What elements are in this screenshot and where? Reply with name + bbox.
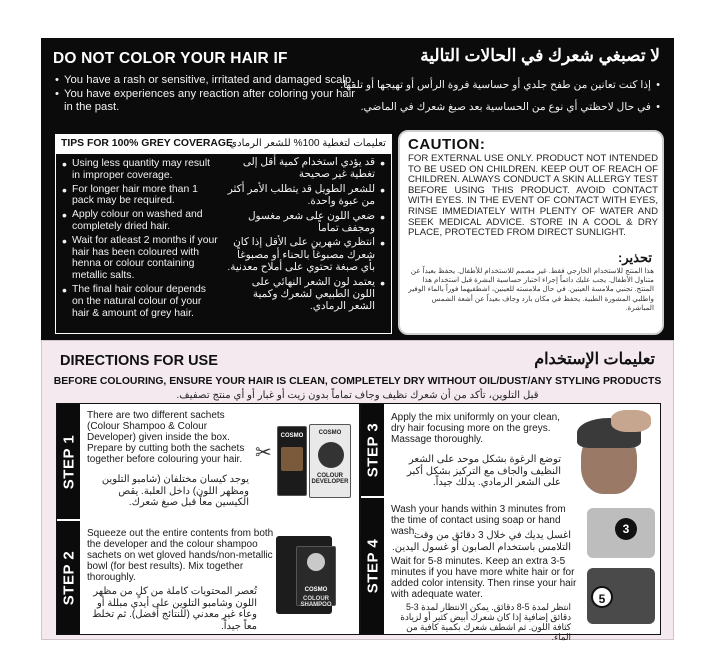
caution-box (398, 130, 664, 335)
tip-item-arabic: • ضعي اللون على شعر مغسول ومجفف تماماً (227, 211, 385, 236)
timer-5-icon: 5 (591, 586, 613, 608)
caution-text-arabic: هذا المنتج للاستخدام الخارجي فقط. غير مصمم للاستخدام للأطفال. يحفظ بعيداً عن متناول الأطفال. يجب عليك دائماً إجراء اختبار حساسية البشرة قبل استخدام هذا المنتج. تجنبي ملامسة العينين. في حال ملامسته للعينين، اشطفيهما فوراً بالماء الوفير واطلبي المشورة الطبية. يحفظ في مكان بارد وجاف بعيداً عن أشعة الشمس المباشرة. (408, 266, 654, 312)
caution-title-arabic: تحذير: (618, 250, 652, 265)
tip-item: • For longer hair more than 1 pack may be required. (62, 184, 220, 208)
squeezed-sachet-label: COLOUR SHAMPOO (300, 596, 332, 608)
sachet-photo (318, 442, 344, 468)
shampoo-sachet (309, 424, 351, 498)
step-2-label: STEP 2 (60, 550, 77, 605)
tip-item-arabic: • قد يؤدي استخدام كمية أقل إلى تغطية غير صحيحة (227, 157, 385, 182)
tip-item: • The final hair colour depends on the natural colour of your hair & amount of grey hair. (62, 284, 220, 319)
timer-3-icon: 3 (615, 518, 637, 540)
caution-title: CAUTION: (408, 136, 486, 153)
tip-item-arabic: • يعتمد لون الشعر النهائي على اللون الطبيعي لشعرك وكمية الشعر الرمادي. (227, 277, 385, 314)
warning-item: • You have a rash or sensitive, irritated and damaged scalp. (55, 74, 355, 87)
man-illustration (571, 408, 657, 500)
shampoo-sachet-brand: COSMO (318, 430, 342, 436)
warning-item: • You have experiences any reaction after coloring your hair in the past. (55, 88, 355, 114)
grey-coverage-tips-box (55, 134, 392, 334)
warning-item-arabic: • إذا كنت تعانين من طفح جلدي أو حساسية فروة الرأس أو تهيجها أو تلفها. (375, 74, 660, 96)
step-3-label: STEP 3 (364, 422, 381, 478)
step-4-text: Wash your hands within 3 minutes from the time of contact using soap or hand wash. (391, 504, 566, 537)
tip-item: • Using less quantity may result in improper coverage. (62, 158, 220, 182)
warning-title-arabic: لا تصبغي شعرك في الحالات التالية (420, 46, 660, 65)
step-2-text-arabic: تُعصر المحتويات كاملة من كلٍ من مظهر اللون وشامبو التلوين على أيدي مبللة أو وعاء غير معدني (للنتائج أفضل). ثم تخلط معاً جيداً. (92, 586, 257, 632)
tips-list-arabic (227, 157, 385, 316)
before-colouring-note: BEFORE COLOURING, ENSURE YOUR HAIR IS CLEAN, COMPLETELY DRY WITHOUT OIL/DUST/ANY STYLING PRODUCTS (53, 376, 662, 387)
developer-sachet (277, 426, 307, 496)
step-1-text: There are two different sachets (Colour Shampoo & Colour Developer) given inside the box. Prepare by cutting both the sachets together before colouring your hair. (87, 410, 245, 465)
sachet-photo (281, 447, 303, 471)
tips-header (56, 135, 391, 154)
step-3-bar (361, 404, 384, 496)
tips-title: TIPS FOR 100% GREY COVERAGE (61, 138, 233, 149)
step-3-text-arabic: توضع الرغوة بشكل موحد على الشعر النظيف والجاف مع التركيز بشكل أكبر على الشعر الرمادي. يدلك جيداً. (406, 454, 561, 488)
sachet-illustration (255, 422, 355, 504)
tip-item-arabic: • للشعر الطويل قد يتطلب الأمر أكثر من عبوة واحدة. (227, 184, 385, 209)
directions-panel (41, 340, 674, 640)
step-4-wait-text-arabic: انتظر لمدة 5-8 دقائق. يمكن الانتظار لمدة 3-5 دقائق إضافية إذا كان شعرك أبيض كثير أو لزيادة كثافة اللون. ثم اشطف شعرك بكمية كافية من الماء. (400, 602, 571, 642)
scissors-icon: ✂ (255, 442, 272, 464)
step-1-label: STEP 1 (60, 434, 77, 489)
hand-photo (611, 410, 651, 432)
step-4-wait-text: Wait for 5-8 minutes. Keep an extra 3-5 minutes if you have more white hair or for added color intensity. Then rinse your hair with adequate water. (391, 556, 577, 600)
step-2-text: Squeeze out the entire contents from both the developer and the colour shampoo sachets on wet gloved hands/non-metallic bowl (for best results). Mix together thoroughly. (87, 528, 274, 583)
step-4-text-arabic: اغسل يديك في خلال 3 دقائق من وقت التلامس باستخدام الصابون أو غسول اليدين. (392, 530, 571, 553)
warning-item-arabic: • في حال لاحظتي أي نوع من الحساسية بعد صبغ شعرك في الماضي. (375, 96, 660, 118)
warning-panel (41, 38, 674, 345)
squeeze-illustration (272, 528, 352, 624)
step-4-bar (361, 498, 384, 634)
wash-hands-illustration (585, 502, 657, 562)
tips-title-arabic: تعليمات لتغطية 100% للشعر الرمادي (229, 138, 386, 149)
tip-item: • Apply colour on washed and completely dried hair. (62, 209, 220, 233)
squeezed-sachet (296, 546, 336, 606)
warning-title: DO NOT COLOR YOUR HAIR IF (53, 50, 288, 67)
step-2-bar (57, 521, 80, 634)
warning-list-arabic (340, 74, 660, 118)
warning-list (55, 74, 355, 115)
shampoo-sachet-label: COLOUR DEVELOPER (311, 473, 349, 485)
caution-text: FOR EXTERNAL USE ONLY. PRODUCT NOT INTENDED TO BE USED ON CHILDREN. KEEP OUT OF REACH OF CHILDREN. ALWAYS CONDUCT A SKIN ALLERGY TEST BEFORE USING THIS PRODUCT. AVOID CONTACT WITH EYES. IN THE EVENT OF CONTACT WITH EYES, RINSE IMMEDIATELY WITH PLENTY OF WATER AND SEEK MEDICAL ADVICE. STORE IN A COOL & DRY PLACE, PROTECTED FROM DIRECT SUNLIGHT. (408, 153, 658, 239)
squeezed-sachet-brand: COSMO (304, 587, 328, 593)
developer-sachet-brand: COSMO (280, 433, 304, 439)
sachet-photo (307, 553, 325, 571)
directions-title-arabic: تعليمات الإستخدام (534, 351, 655, 368)
steps-box (56, 403, 661, 642)
tip-item: • Wait for atleast 2 months if your hair has been coloured with henna or colour containing metallic salts. (62, 235, 220, 282)
step-4-label: STEP 4 (364, 538, 381, 594)
step-3-text: Apply the mix uniformly on your clean, dry hair focusing more on the greys. Massage thoroughly. (391, 412, 560, 445)
before-colouring-note-arabic: قبل التلوين، تأكد من أن شعرك نظيف وجاف تماماً بدون زيت أو غبار أو أي منتج تصفيف. (176, 390, 539, 401)
tips-list (62, 158, 220, 321)
rinse-hair-illustration (585, 564, 657, 628)
directions-title: DIRECTIONS FOR USE (60, 353, 218, 369)
step-1-bar (57, 404, 80, 519)
step-1-text-arabic: يوجد كيسان مختلفان (شامبو التلوين ومظهر اللون) داخل العلبة. يقص الكيسين معاً قبل صبغ شعرك. (101, 474, 249, 508)
tip-item-arabic: • انتظري شهرين على الأقل إذا كان شعرك مصبوغاً بالحناء أو مصبوغاً بأي صبغة تحتوي على أملاح معدنية. (227, 237, 385, 274)
